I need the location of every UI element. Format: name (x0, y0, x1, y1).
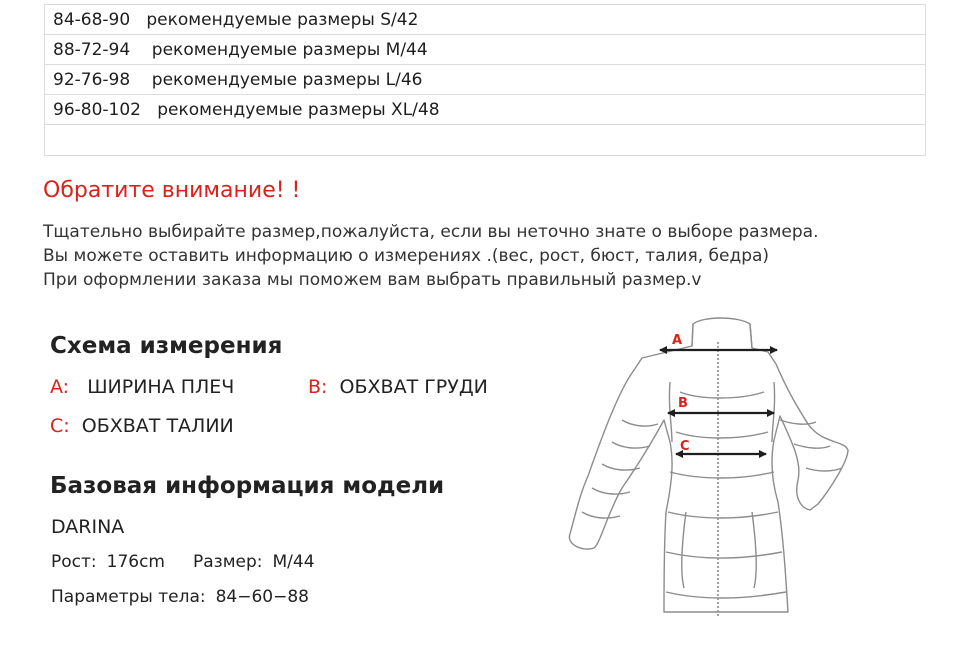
params-value: 84−60−88 (215, 587, 309, 607)
legend-item-chest (308, 376, 488, 398)
model-height-size (51, 552, 315, 572)
model-body-params (51, 587, 309, 607)
size-cell (45, 35, 926, 65)
legend-item-shoulder-width (50, 376, 234, 398)
measurement-scheme-title: Схема измерения (50, 333, 283, 359)
size-cell (45, 65, 926, 95)
legend-label: ОБХВАТ ТАЛИИ (81, 415, 234, 437)
height-label: Рост: (51, 552, 97, 572)
size-recommendation: рекомендуемые размеры L/46 (151, 69, 423, 90)
model-name: DARINA (51, 516, 125, 538)
size-table (44, 4, 926, 156)
size-measurements: 96-80-102 (53, 99, 141, 120)
jacket-outline (569, 318, 848, 618)
size-measurements: 92-76-98 (53, 69, 131, 90)
diagram-label-a: A (672, 333, 683, 348)
diagram-label-c: C (680, 439, 690, 454)
size-recommendation: рекомендуемые размеры S/42 (146, 9, 419, 30)
size-recommendation: рекомендуемые размеры XL/48 (157, 99, 440, 120)
size-row-empty (45, 125, 926, 156)
size-cell (45, 95, 926, 125)
note-line: При оформлении заказа мы поможем вам выбрать правильный размер.v (43, 270, 702, 290)
model-info-title: Базовая информация модели (50, 473, 445, 499)
legend-item-waist (50, 415, 234, 437)
size-value: M/44 (272, 552, 315, 572)
legend-letter: B: (308, 376, 328, 398)
legend-label: ШИРИНА ПЛЕЧ (87, 376, 235, 398)
size-cell-empty (45, 125, 926, 156)
jacket-measurement-diagram (560, 312, 860, 626)
height-value: 176cm (106, 552, 165, 572)
size-measurements: 88-72-94 (53, 39, 131, 60)
size-cell (45, 5, 926, 35)
attention-heading: Обратите внимание! ! (43, 178, 301, 203)
legend-letter: C: (50, 415, 70, 437)
size-row (45, 35, 926, 65)
params-label: Параметры тела: (51, 587, 206, 607)
size-row (45, 95, 926, 125)
size-measurements: 84-68-90 (53, 9, 131, 30)
size-row (45, 65, 926, 95)
size-row (45, 5, 926, 35)
attention-notes (43, 220, 818, 292)
size-recommendation: рекомендуемые размеры M/44 (151, 39, 428, 60)
legend-letter: A: (50, 376, 70, 398)
note-line: Вы можете оставить информацию о измерениях .(вес, рост, бюст, талия, бедра) (43, 246, 770, 266)
size-label: Размер: (193, 552, 263, 572)
legend-label: ОБХВАТ ГРУДИ (339, 376, 488, 398)
note-line: Тщательно выбирайте размер,пожалуйста, если вы неточно знате о выборе размера. (43, 222, 819, 242)
diagram-label-b: B (678, 396, 688, 411)
